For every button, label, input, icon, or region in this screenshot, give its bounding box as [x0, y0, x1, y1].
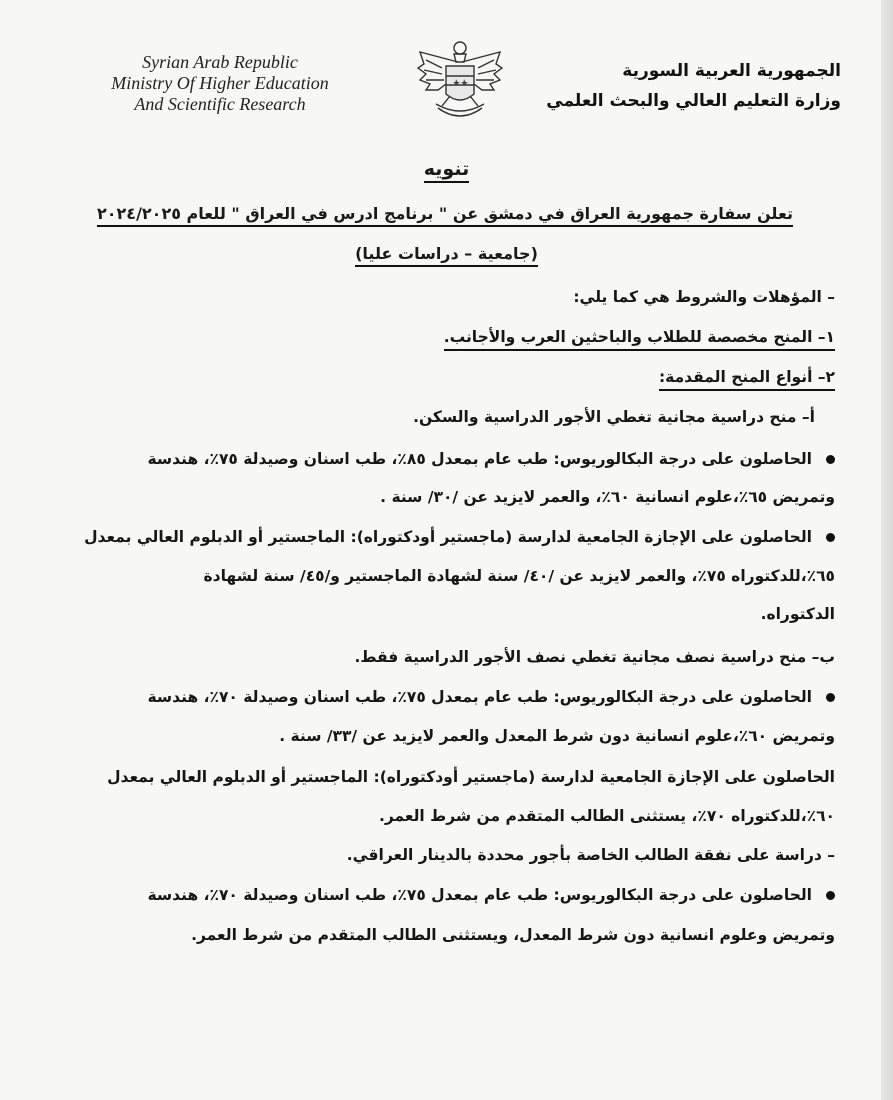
bullet-icon [826, 533, 835, 542]
list-item [444, 328, 835, 346]
header-en-line-1: Syrian Arab Republic [142, 52, 298, 72]
bullet-icon [826, 891, 835, 900]
b-graduate-line-1: الحاصلون على الإجازة الجامعية لدارسة (ماجستير أودكتوراه): الماجستير أو الدبلوم العالي بمعدل [107, 768, 835, 786]
list-item [84, 528, 835, 546]
b-bachelor-line-2: وتمريض ٦٠٪،علوم انسانية دون شرط المعدل والعمر لايزيد عن /٣٣/ سنة . [279, 727, 835, 745]
item-1-text: ١– المنح مخصصة للطلاب والباحثين العرب والأجانب. [444, 328, 835, 351]
a-graduate-line-1: الحاصلون على الإجازة الجامعية لدارسة (ماجستير أودكتوراه): الماجستير أو الدبلوم العالي بمعدل [84, 528, 812, 546]
page-title [0, 158, 893, 180]
eagle-emblem-icon [412, 34, 508, 130]
a-graduate-line-3: الدكتوراه. [760, 605, 835, 623]
list-item [148, 688, 835, 706]
b-graduate-line-2: ٦٠٪،للدكتوراه ٧٠٪، يستثنى الطالب المتقدم من شرط العمر. [378, 807, 835, 825]
list-item [659, 368, 835, 386]
a-bachelor-line-1: الحاصلون على درجة البكالوريوس: طب عام بمعدل ٨٥٪، طب اسنان وصيدلة ٧٥٪، هندسة [147, 450, 812, 468]
page-title-text: تنويه [424, 158, 469, 183]
section-b-heading: ب– منح دراسية نصف مجانية تغطي نصف الأجور الدراسية فقط. [354, 648, 835, 666]
intro-announcement [93, 204, 793, 223]
section-a-heading: أ– منح دراسية مجانية تغطي الأجور الدراسية والسكن. [413, 408, 815, 426]
c-bachelor-line-1: الحاصلون على درجة البكالوريوس: طب عام بمعدل ٧٥٪، طب اسنان وصيدلة ٧٠٪، هندسة [147, 886, 812, 904]
a-bachelor-line-2: وتمريض ٦٥٪،علوم انسانية ٦٠٪، والعمر لايزيد عن /٣٠/ سنة . [380, 488, 835, 506]
list-item [148, 886, 835, 904]
header-arabic [546, 56, 841, 116]
header-ar-line-1: الجمهورية العربية السورية [622, 61, 841, 81]
item-2-text: ٢– أنواع المنح المقدمة: [659, 368, 835, 391]
qualifications-heading: – المؤهلات والشروط هي كما يلي: [573, 288, 835, 306]
bullet-icon [826, 693, 835, 702]
subtitle-text: (جامعية – دراسات عليا) [355, 244, 538, 267]
b-bachelor-line-1: الحاصلون على درجة البكالوريوس: طب عام بمعدل ٧٥٪، طب اسنان وصيدلة ٧٠٪، هندسة [147, 688, 812, 706]
section-c-heading: – دراسة على نفقة الطالب الخاصة بأجور محددة بالدينار العراقي. [346, 846, 835, 864]
intro-text: تعلن سفارة جمهورية العراق في دمشق عن " برنامج ادرس في العراق " للعام ٢٠٢٤/٢٠٢٥ [97, 204, 793, 227]
a-graduate-line-2: ٦٥٪،للدكتوراه ٧٥٪، والعمر لايزيد عن /٤٠/ سنة لشهادة الماجستير و/٤٥/ سنة لشهادة [203, 567, 835, 585]
list-item [148, 450, 835, 468]
header-en-line-2: Ministry Of Higher Education [111, 73, 329, 93]
header-english [100, 52, 340, 115]
header-ar-line-2: وزارة التعليم العالي والبحث العلمي [546, 91, 841, 111]
page-edge [881, 0, 893, 1100]
header-en-line-3: And Scientific Research [134, 94, 306, 114]
c-bachelor-line-2: وتمريض وعلوم انسانية دون شرط المعدل، ويستثنى الطالب المتقدم من شرط العمر. [191, 926, 835, 944]
subtitle [0, 244, 893, 263]
bullet-icon [826, 455, 835, 464]
